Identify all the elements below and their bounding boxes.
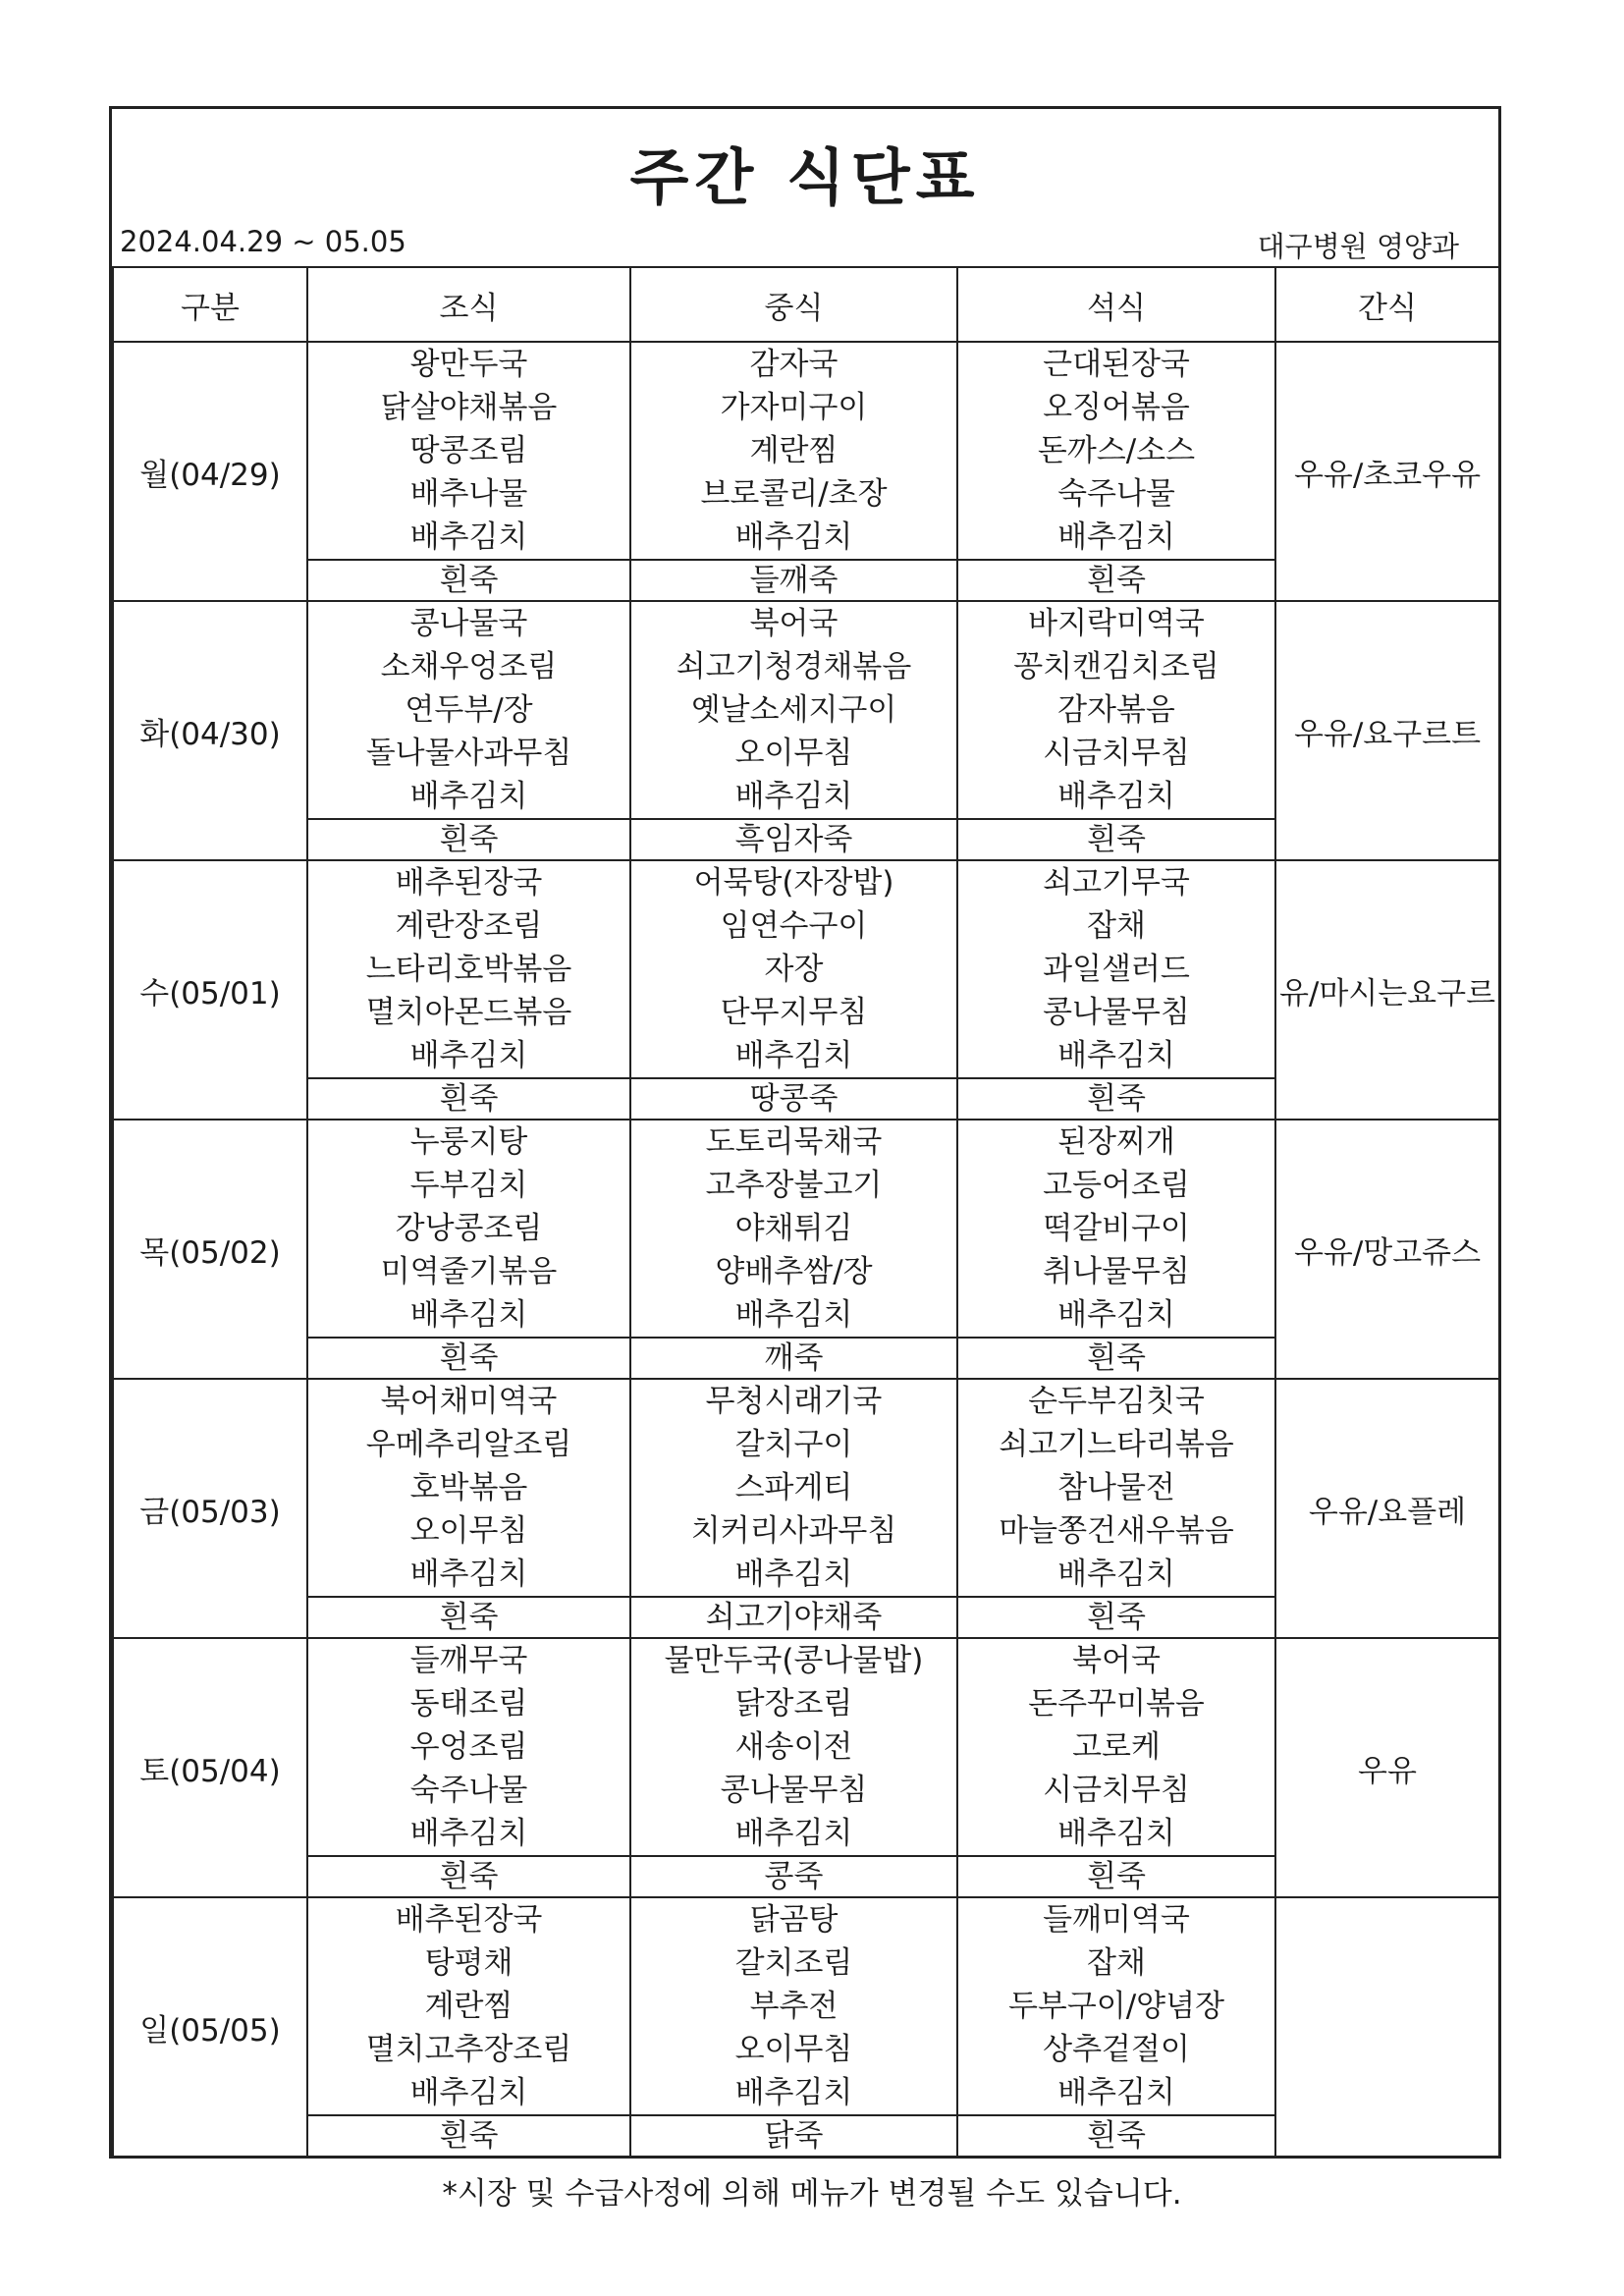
menu-item: 누룽지탕 xyxy=(409,1124,528,1160)
menu-item: 북어국 xyxy=(1072,1643,1161,1678)
menu-item: 잡채 xyxy=(1087,908,1146,944)
porridge-item: 깨죽 xyxy=(630,1338,957,1379)
menu-item: 계란찜 xyxy=(749,433,839,468)
date-range: 2024.04.29 ~ 05.05 xyxy=(120,225,406,258)
porridge-item: 흰죽 xyxy=(957,1338,1275,1379)
menu-item: 꽁치캔김치조림 xyxy=(1013,649,1219,684)
menu-item: 배추된장국 xyxy=(395,865,543,901)
menu-item: 숙주나물 xyxy=(409,1773,528,1808)
header-row xyxy=(113,267,1499,342)
dinner-cell xyxy=(957,860,1275,1078)
col-header-breakfast: 조식 xyxy=(307,267,630,342)
menu-item: 고로케 xyxy=(1072,1729,1161,1765)
porridge-item: 흰죽 xyxy=(307,560,630,601)
porridge-item: 흰죽 xyxy=(307,819,630,860)
snack-cell: 우유/요플레 xyxy=(1275,1379,1499,1638)
porridge-item: 흰죽 xyxy=(957,2115,1275,2157)
menu-item: 배추김치 xyxy=(409,1038,528,1073)
menu-item: 바지락미역국 xyxy=(1028,606,1205,641)
day-row xyxy=(113,342,1499,560)
col-header-lunch: 중식 xyxy=(630,267,957,342)
menu-item: 우메추리알조림 xyxy=(365,1427,572,1462)
day-row xyxy=(113,601,1499,819)
menu-item: 배추김치 xyxy=(1057,1816,1175,1851)
breakfast-cell xyxy=(307,1120,630,1338)
menu-item: 물만두국(콩나물밥) xyxy=(664,1643,924,1678)
day-label: 일(05/05) xyxy=(113,1897,307,2157)
snack-cell: 우유/망고쥬스 xyxy=(1275,1120,1499,1379)
menu-item: 배추김치 xyxy=(734,1297,853,1333)
menu-item: 배추김치 xyxy=(734,519,853,555)
menu-item: 된장찌개 xyxy=(1057,1124,1175,1160)
menu-item: 배추김치 xyxy=(1057,2075,1175,2110)
menu-item: 두부구이/양념장 xyxy=(1007,1989,1225,2024)
porridge-item: 흰죽 xyxy=(307,2115,630,2157)
menu-item: 돈까스/소스 xyxy=(1037,433,1196,468)
day-label: 월(04/29) xyxy=(113,342,307,601)
dinner-cell xyxy=(957,1897,1275,2115)
porridge-item: 흰죽 xyxy=(957,1078,1275,1120)
porridge-item: 흰죽 xyxy=(957,1597,1275,1638)
menu-item: 돈주꾸미볶음 xyxy=(1028,1686,1205,1722)
dinner-cell xyxy=(957,342,1275,560)
lunch-cell xyxy=(630,1638,957,1856)
menu-item: 떡갈비구이 xyxy=(1043,1211,1190,1246)
porridge-item: 흑임자죽 xyxy=(630,819,957,860)
menu-item: 느타리호박볶음 xyxy=(365,952,572,987)
menu-item: 동태조림 xyxy=(409,1686,528,1722)
day-row xyxy=(113,1638,1499,1856)
menu-item: 우엉조림 xyxy=(409,1729,528,1765)
menu-item: 숙주나물 xyxy=(1057,476,1175,512)
porridge-item: 흰죽 xyxy=(307,1078,630,1120)
menu-item: 옛날소세지구이 xyxy=(690,692,897,728)
day-row xyxy=(113,1120,1499,1338)
day-label: 금(05/03) xyxy=(113,1379,307,1638)
menu-item: 북어채미역국 xyxy=(380,1384,558,1419)
menu-item: 갈치구이 xyxy=(734,1427,853,1462)
menu-item: 연두부/장 xyxy=(405,692,533,728)
menu-item: 멸치고추장조림 xyxy=(365,2032,572,2067)
menu-item: 배추김치 xyxy=(409,1557,528,1592)
porridge-item: 들깨죽 xyxy=(630,560,957,601)
menu-item: 임연수구이 xyxy=(720,908,868,944)
menu-item: 브로콜리/초장 xyxy=(700,476,888,512)
menu-item: 계란장조림 xyxy=(395,908,543,944)
menu-item: 시금치무침 xyxy=(1043,1773,1190,1808)
menu-item: 콩나물국 xyxy=(409,606,528,641)
menu-item: 오이무침 xyxy=(734,736,853,771)
menu-item: 배추김치 xyxy=(409,779,528,814)
menu-item: 탕평채 xyxy=(424,1945,514,1981)
menu-item: 단무지무침 xyxy=(720,995,868,1030)
menu-item: 오징어볶음 xyxy=(1043,390,1190,425)
lunch-cell xyxy=(630,601,957,819)
breakfast-cell xyxy=(307,860,630,1078)
col-header-snack: 간식 xyxy=(1275,267,1499,342)
snack-cell: 유/마시는요구르 xyxy=(1275,860,1499,1120)
menu-item: 배추김치 xyxy=(734,779,853,814)
menu-item: 배추나물 xyxy=(409,476,528,512)
menu-item: 감자볶음 xyxy=(1057,692,1175,728)
dinner-cell xyxy=(957,1638,1275,1856)
porridge-item: 흰죽 xyxy=(957,1856,1275,1897)
menu-item: 고추장불고기 xyxy=(705,1168,883,1203)
dinner-cell xyxy=(957,1120,1275,1338)
menu-item: 배추김치 xyxy=(1057,1557,1175,1592)
menu-item: 배추김치 xyxy=(409,2075,528,2110)
snack-cell: 우유/요구르트 xyxy=(1275,601,1499,860)
menu-item: 배추된장국 xyxy=(395,1902,543,1938)
col-header-category: 구분 xyxy=(113,267,307,342)
menu-item: 미역줄기볶음 xyxy=(380,1254,558,1289)
dinner-cell xyxy=(957,601,1275,819)
menu-item: 근대된장국 xyxy=(1043,347,1190,382)
menu-body xyxy=(113,342,1499,2157)
menu-item: 감자국 xyxy=(749,347,839,382)
menu-item: 배추김치 xyxy=(734,1816,853,1851)
menu-item: 콩나물무침 xyxy=(720,1773,868,1808)
menu-item: 어묵탕(자장밥) xyxy=(693,865,894,901)
menu-item: 새송이전 xyxy=(734,1729,853,1765)
page-title: 주간 식단표 xyxy=(629,141,981,213)
breakfast-cell xyxy=(307,342,630,560)
menu-item: 들깨미역국 xyxy=(1043,1902,1190,1938)
day-row xyxy=(113,1379,1499,1597)
menu-item: 갈치조림 xyxy=(734,1945,853,1981)
menu-item: 북어국 xyxy=(749,606,839,641)
menu-item: 오이무침 xyxy=(409,1513,528,1549)
porridge-item: 쇠고기야채죽 xyxy=(630,1597,957,1638)
porridge-item: 흰죽 xyxy=(307,1597,630,1638)
snack-cell xyxy=(1275,1897,1499,2157)
menu-item: 배추김치 xyxy=(409,1816,528,1851)
weekly-menu-table xyxy=(112,266,1500,2158)
menu-item: 쇠고기청경채볶음 xyxy=(676,649,912,684)
menu-item: 배추김치 xyxy=(734,2075,853,2110)
porridge-item: 흰죽 xyxy=(957,560,1275,601)
menu-item: 배추김치 xyxy=(409,1297,528,1333)
breakfast-cell xyxy=(307,1897,630,2115)
porridge-item: 흰죽 xyxy=(957,819,1275,860)
menu-item: 참나물전 xyxy=(1057,1470,1175,1505)
footnote: *시장 및 수급사정에 의해 메뉴가 변경될 수도 있습니다. xyxy=(442,2176,1182,2212)
porridge-item: 흰죽 xyxy=(307,1856,630,1897)
lunch-cell xyxy=(630,342,957,560)
menu-item: 들깨무국 xyxy=(409,1643,528,1678)
menu-item: 취나물무침 xyxy=(1043,1254,1190,1289)
menu-item: 가자미구이 xyxy=(720,390,868,425)
menu-item: 배추김치 xyxy=(1057,1038,1175,1073)
menu-item: 왕만두국 xyxy=(409,347,528,382)
menu-item: 배추김치 xyxy=(734,1557,853,1592)
menu-item: 시금치무침 xyxy=(1043,736,1190,771)
menu-item: 닭살야채볶음 xyxy=(380,390,558,425)
menu-item: 배추김치 xyxy=(1057,779,1175,814)
day-row xyxy=(113,860,1499,1078)
menu-item: 강낭콩조림 xyxy=(395,1211,543,1246)
menu-item: 땅콩조림 xyxy=(409,433,528,468)
menu-item: 상추겉절이 xyxy=(1043,2032,1190,2067)
col-header-dinner: 석식 xyxy=(957,267,1275,342)
menu-item: 부추전 xyxy=(749,1989,839,2024)
menu-item: 닭장조림 xyxy=(734,1686,853,1722)
menu-item: 쇠고기느타리볶음 xyxy=(999,1427,1234,1462)
dinner-cell xyxy=(957,1379,1275,1597)
lunch-cell xyxy=(630,1897,957,2115)
snack-cell: 우유/초코우유 xyxy=(1275,342,1499,601)
menu-item: 호박볶음 xyxy=(409,1470,528,1505)
menu-item: 계란찜 xyxy=(424,1989,514,2024)
menu-item: 돌나물사과무침 xyxy=(365,736,572,771)
lunch-cell xyxy=(630,1120,957,1338)
lunch-cell xyxy=(630,860,957,1078)
menu-item: 고등어조림 xyxy=(1043,1168,1190,1203)
menu-item: 멸치아몬드볶음 xyxy=(365,995,572,1030)
menu-item: 도토리묵채국 xyxy=(705,1124,883,1160)
breakfast-cell xyxy=(307,1379,630,1597)
snack-cell: 우유 xyxy=(1275,1638,1499,1897)
day-label: 토(05/04) xyxy=(113,1638,307,1897)
menu-item: 쇠고기무국 xyxy=(1043,865,1190,901)
breakfast-cell xyxy=(307,1638,630,1856)
menu-item: 닭곰탕 xyxy=(749,1902,839,1938)
menu-item: 과일샐러드 xyxy=(1043,952,1190,987)
menu-sheet xyxy=(109,106,1501,2159)
menu-item: 오이무침 xyxy=(734,2032,853,2067)
menu-item: 양배추쌈/장 xyxy=(715,1254,873,1289)
menu-item: 배추김치 xyxy=(734,1038,853,1073)
porridge-item: 콩죽 xyxy=(630,1856,957,1897)
lunch-cell xyxy=(630,1379,957,1597)
menu-item: 자장 xyxy=(764,952,824,987)
day-row xyxy=(113,1897,1499,2115)
day-label: 수(05/01) xyxy=(113,860,307,1120)
porridge-item: 땅콩죽 xyxy=(630,1078,957,1120)
day-label: 목(05/02) xyxy=(113,1120,307,1379)
menu-item: 순두부김칫국 xyxy=(1028,1384,1205,1419)
menu-item: 배추김치 xyxy=(1057,519,1175,555)
menu-item: 야채튀김 xyxy=(734,1211,853,1246)
porridge-item: 흰죽 xyxy=(307,1338,630,1379)
menu-item: 마늘쫑건새우볶음 xyxy=(999,1513,1234,1549)
menu-item: 잡채 xyxy=(1087,1945,1146,1981)
menu-item: 콩나물무침 xyxy=(1043,995,1190,1030)
breakfast-cell xyxy=(307,601,630,819)
menu-item: 무청시래기국 xyxy=(705,1384,883,1419)
menu-item: 두부김치 xyxy=(409,1168,528,1203)
porridge-item: 닭죽 xyxy=(630,2115,957,2157)
department-name: 대구병원 영양과 xyxy=(1257,230,1459,263)
menu-item: 배추김치 xyxy=(409,519,528,555)
menu-item: 치커리사과무침 xyxy=(690,1513,897,1549)
menu-item: 스파게티 xyxy=(734,1470,853,1505)
menu-item: 소채우엉조림 xyxy=(380,649,558,684)
day-label: 화(04/30) xyxy=(113,601,307,860)
menu-item: 배추김치 xyxy=(1057,1297,1175,1333)
